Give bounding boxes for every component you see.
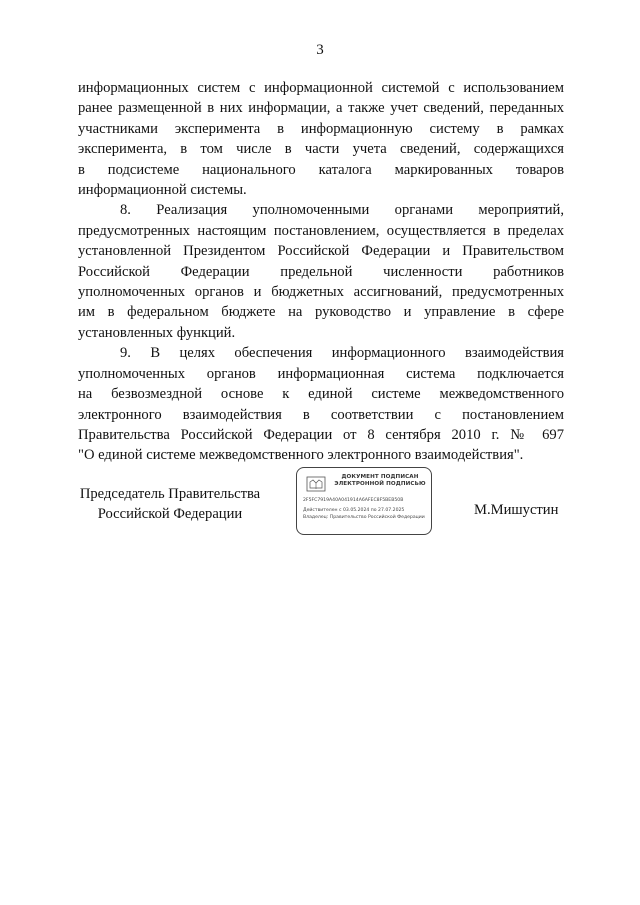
signatory-name: М.Мишустин	[474, 502, 559, 518]
certificate-number: 2F5FC7919A40A041914A6AFEC8F5BEB50B	[303, 498, 404, 503]
stamp-title	[331, 474, 429, 488]
paragraph-9	[78, 343, 564, 465]
text-line: установленной Президентом Российской Федерации и Правительством	[78, 243, 564, 260]
paragraph-1	[78, 78, 564, 200]
text-line: 8. Реализация уполномоченными органами мероприятий,	[120, 202, 564, 219]
text-line: уполномоченных органов информационная система подключается	[78, 365, 564, 382]
stamp-title-line: ДОКУМЕНТ ПОДПИСАН	[341, 474, 419, 480]
text-line: электронного взаимодействия в соответствии с постановлением	[78, 406, 564, 423]
electronic-signature-stamp	[296, 467, 432, 535]
text-line: ранее размещенной в них информации, а также учет сведений, переданных	[78, 100, 564, 117]
document-body	[78, 78, 564, 466]
paragraph-8	[78, 200, 564, 343]
certificate-validity: Действителен с 03.05.2024 по 27.07.2025	[303, 508, 405, 513]
signatory-position-line: Российской Федерации	[97, 506, 243, 522]
page-number: 3	[316, 42, 324, 58]
stamp-title-line: ЭЛЕКТРОННОЙ ПОДПИСЬЮ	[334, 481, 426, 487]
signatory-position-line: Председатель Правительства	[79, 486, 261, 502]
text-line: "О единой системе межведомственного электронного взаимодействия".	[78, 447, 524, 464]
text-line: информационной системы.	[78, 182, 247, 199]
coat-of-arms-icon	[305, 474, 327, 494]
signatory-position	[60, 484, 280, 524]
text-line: эксперимента, в том числе в части учета сведений, содержащихся	[78, 141, 564, 158]
text-line: на безвозмездной основе к единой системе межведомственного	[78, 386, 564, 403]
text-line: установленных функций.	[78, 324, 236, 341]
text-line: информационных систем с информационной системой с использованием	[78, 80, 564, 96]
text-line: Правительства Российской Федерации от 8 сентября 2010 г. № 697	[78, 426, 564, 443]
text-line: 9. В целях обеспечения информационного взаимодействия	[120, 345, 564, 362]
text-line: участниками эксперимента в информационную систему в рамках	[78, 120, 564, 137]
text-line: предусмотренных настоящим постановлением, осуществляется в пределах	[78, 222, 564, 239]
text-line: Российской Федерации предельной численности работников	[78, 263, 564, 280]
text-line: им в федеральном бюджете на руководство и управление в сфере	[78, 304, 564, 321]
certificate-owner: Владелец: Правительство Российской Федерации	[303, 515, 425, 520]
text-line: в подсистеме национального каталога маркированных товаров	[78, 161, 564, 178]
text-line: уполномоченных органов и бюджетных ассигнований, предусмотренных	[78, 284, 564, 301]
